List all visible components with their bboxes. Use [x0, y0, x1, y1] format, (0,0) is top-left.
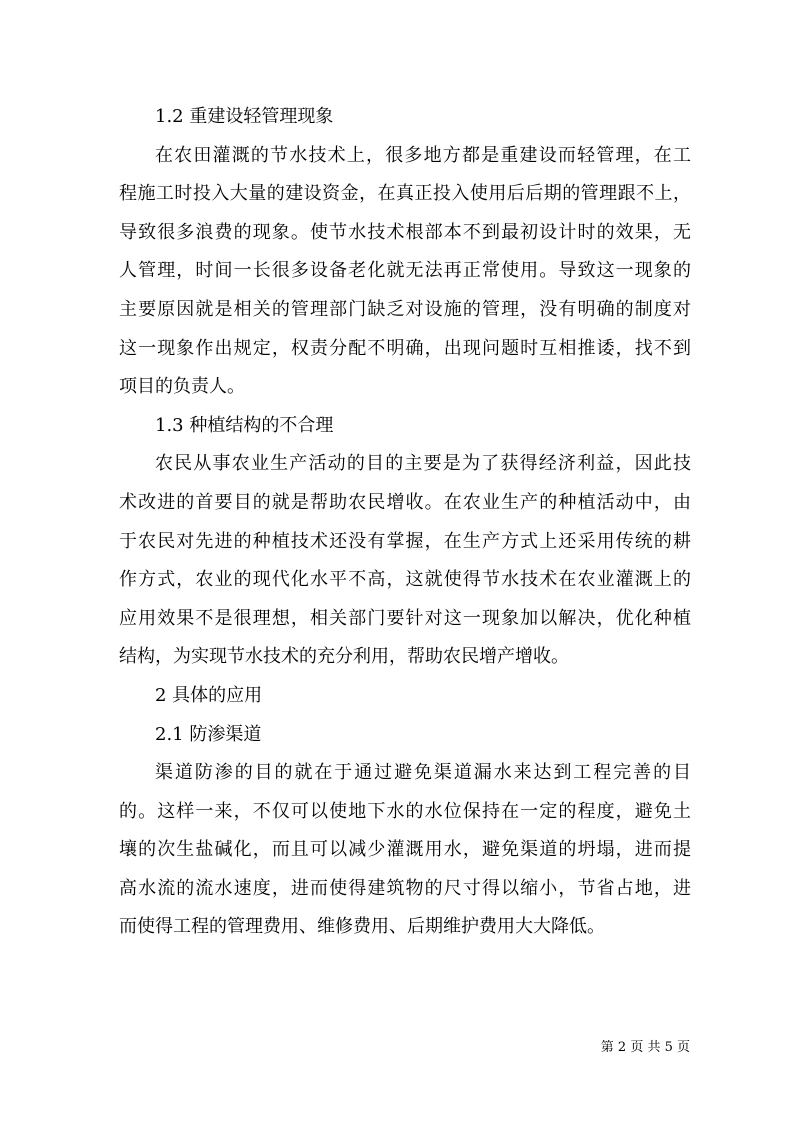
- paragraph-line: 这一现象作出规定，权责分配不明确，出现问题时互相推诿，找不到: [119, 337, 691, 359]
- page-number: 第 2 页 共 5 页: [600, 1040, 690, 1055]
- paragraph-line: 人管理，时间一长很多设备老化就无法再正常使用。导致这一现象的: [119, 260, 691, 282]
- section-heading: 1.3 种植结构的不合理: [155, 414, 334, 436]
- paragraph-line: 壤的次生盐碱化，而且可以减少灌溉用水，避免渠道的坍塌，进而提: [119, 839, 691, 861]
- paragraph-line: 在农田灌溉的节水技术上，很多地方都是重建设而轻管理，在工: [155, 144, 691, 166]
- paragraph-line: 而使得工程的管理费用、维修费用、后期维护费用大大降低。: [119, 916, 605, 938]
- paragraph-line: 导致很多浪费的现象。使节水技术根部本不到最初设计时的效果，无: [119, 221, 691, 243]
- section-heading: 2 具体的应用: [155, 684, 263, 706]
- section-heading: 1.2 重建设轻管理现象: [155, 106, 334, 127]
- paragraph-line: 作方式，农业的现代化水平不高，这就使得节水技术在农业灌溉上的: [119, 569, 691, 591]
- paragraph-line: 术改进的首要目的就是帮助农民增收。在农业生产的种植活动中，由: [119, 491, 691, 513]
- paragraph-line: 结构，为实现节水技术的充分利用，帮助农民增产增收。: [119, 646, 569, 668]
- paragraph-line: 渠道防渗的目的就在于通过避免渠道漏水来达到工程完善的目: [155, 762, 691, 784]
- paragraph-line: 主要原因就是相关的管理部门缺乏对设施的管理，没有明确的制度对: [119, 298, 691, 320]
- paragraph-line: 的。这样一来，不仅可以使地下水的水位保持在一定的程度，避免土: [119, 800, 691, 822]
- paragraph-line: 高水流的流水速度，进而使得建筑物的尺寸得以缩小，节省占地，进: [119, 877, 691, 899]
- paragraph-line: 程施工时投入大量的建设资金，在真正投入使用后后期的管理跟不上，: [119, 183, 691, 205]
- paragraph-line: 应用效果不是很理想，相关部门要针对这一现象加以解决，优化种植: [119, 607, 691, 629]
- section-heading: 2.1 防渗渠道: [155, 723, 262, 745]
- document-body: [119, 98, 691, 947]
- paragraph-line: 于农民对先进的种植技术还没有掌握，在生产方式上还采用传统的耕: [119, 530, 691, 552]
- paragraph-line: 项目的负责人。: [119, 376, 245, 398]
- paragraph-line: 农民从事农业生产活动的目的主要是为了获得经济利益，因此技: [155, 453, 691, 475]
